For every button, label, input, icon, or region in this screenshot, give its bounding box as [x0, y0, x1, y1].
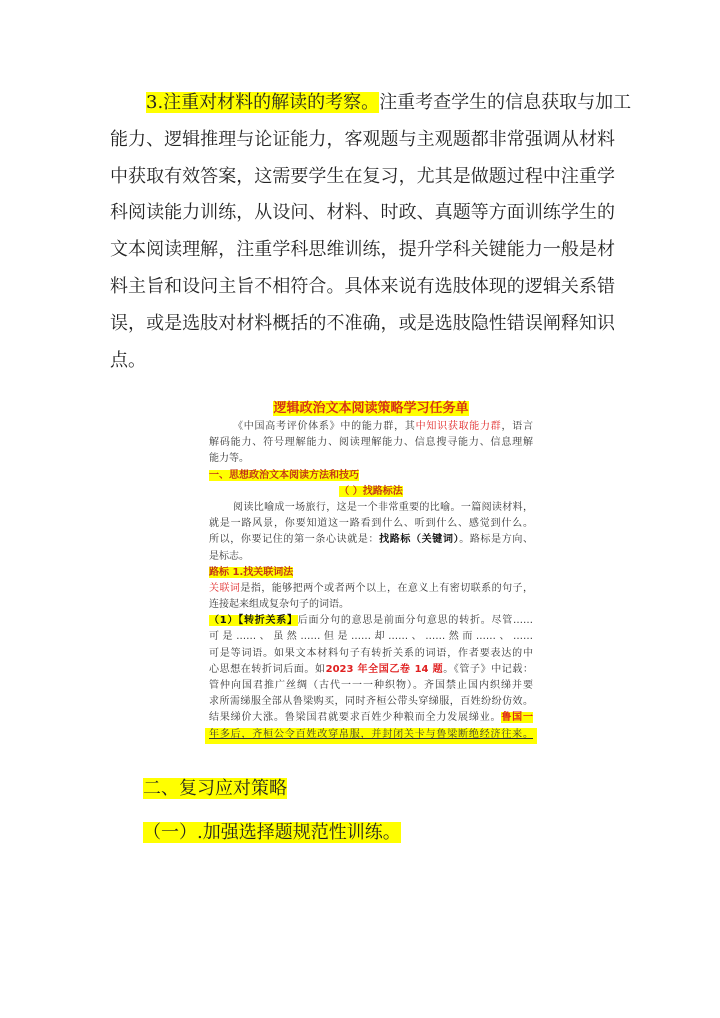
subsection-heading: （一）.加强选择题规范性训练。 — [143, 822, 401, 843]
fig-line: 是标志。 — [209, 550, 249, 562]
text: 后面分句的意思是前面分句意思的转折。尽管…… — [297, 615, 533, 627]
section-heading: 一、思想政治文本阅读方法和技巧 — [209, 469, 359, 481]
fig-line: 就是一路风景，你要知道这一路看到什么、听到什么、感觉到什么。 — [209, 518, 533, 530]
fig-line — [205, 614, 537, 630]
paragraph-line: 点。 — [110, 349, 146, 371]
fig-line — [205, 663, 537, 679]
line-text: 注重考查学生的信息获取与加工 — [379, 92, 632, 113]
text: 鲁国一 — [501, 712, 534, 724]
text: 。《管子》中记载： — [443, 663, 534, 675]
text: ，语言 — [501, 421, 534, 432]
text: 找路标（关键词） — [379, 534, 460, 546]
fig-line — [205, 582, 537, 598]
fig-line: 连接起来组成复杂句子的词语。 — [209, 599, 349, 611]
text: 中知识获取能力群 — [415, 421, 502, 432]
paragraph-line — [110, 88, 632, 125]
text: 关联词 — [209, 582, 241, 594]
signpost-heading: 路标 1.找关联词法 — [209, 566, 294, 578]
paragraph-line: 料主旨和设问主旨不相符合。具体来说有选肢体现的逻辑关系错 — [110, 275, 615, 297]
fig-line — [205, 711, 537, 727]
text: 。路标是方向、 — [459, 534, 534, 546]
section-heading: 二、复习应对策略 — [143, 778, 287, 799]
paragraph-line: 误，或是选肢对材料概括的不准确，或是选肢隐性错误阐释知识 — [110, 312, 615, 334]
paragraph-line: 科阅读能力训练，从设问、材料、时政、真题等方面训练学生的 — [110, 202, 615, 224]
paragraph-line: 中获取有效答案，这需要学生在复习，尤其是做题过程中注重学 — [110, 165, 615, 187]
text: 结果绨价大涨。鲁梁国君就要求百姓少种粮而全力发展绨业。 — [209, 712, 502, 724]
fig-line: 求所需绨服全部从鲁梁购买，同时齐桓公带头穿绨服，百姓纷纷仿效。 — [209, 696, 533, 708]
fig-line: 阅读比喻成一场旅行，这是一个非常重要的比喻。一篇阅读材料， — [233, 501, 533, 513]
fig-line: 管仲向国君推广丝绸（古代一一一种织物）。齐国禁止国内织绨并要 — [209, 680, 533, 691]
text: 所以，你要记住的第一条心诀就是： — [209, 534, 380, 546]
body-paragraph — [110, 88, 632, 382]
fig-line: 能力等。 — [209, 453, 249, 465]
paragraph-line: 能力、逻辑推理与论证能力，客观题与主观题都非常强调从材料 — [110, 128, 615, 150]
text: 《中国高考评价体系》中的能力群，其 — [233, 421, 416, 432]
embedded-worksheet-image — [205, 398, 537, 744]
fig-line: 可是等词语。如果文本材料句子有转折关系的词语，作者要表达的中 — [209, 647, 533, 659]
text: 是指，能够把两个或者两个以上，在意义上有密切联系的句子， — [240, 582, 534, 594]
sub-heading: （ ）找路标法 — [339, 485, 403, 497]
fig-line: 解码能力、符号理解能力、阅读理解能力、信息搜寻能力、信息理解 — [209, 437, 533, 449]
fig-line — [205, 420, 537, 436]
fig-line: 年多后，齐桓公令百姓改穿帛服，并封闭关卡与鲁梁断绝经济往来。 — [205, 728, 537, 744]
worksheet-title: 逻辑政治文本阅读策略学习任务单 — [273, 401, 469, 416]
fig-line — [205, 533, 537, 549]
highlighted-lead: 3.注重对材料的解读的考察。 — [146, 92, 380, 113]
text: （1）【转折关系】 — [209, 615, 298, 627]
fig-line: 可是……、虽然……但是……却……、……然而……、…… — [209, 631, 533, 643]
text: 2023 年全国乙卷 14 题 — [325, 663, 444, 675]
text: 心思想在转折词后面。如 — [209, 663, 326, 675]
paragraph-line: 文本阅读理解，注重学科思维训练，提升学科关键能力一般是材 — [110, 239, 615, 261]
